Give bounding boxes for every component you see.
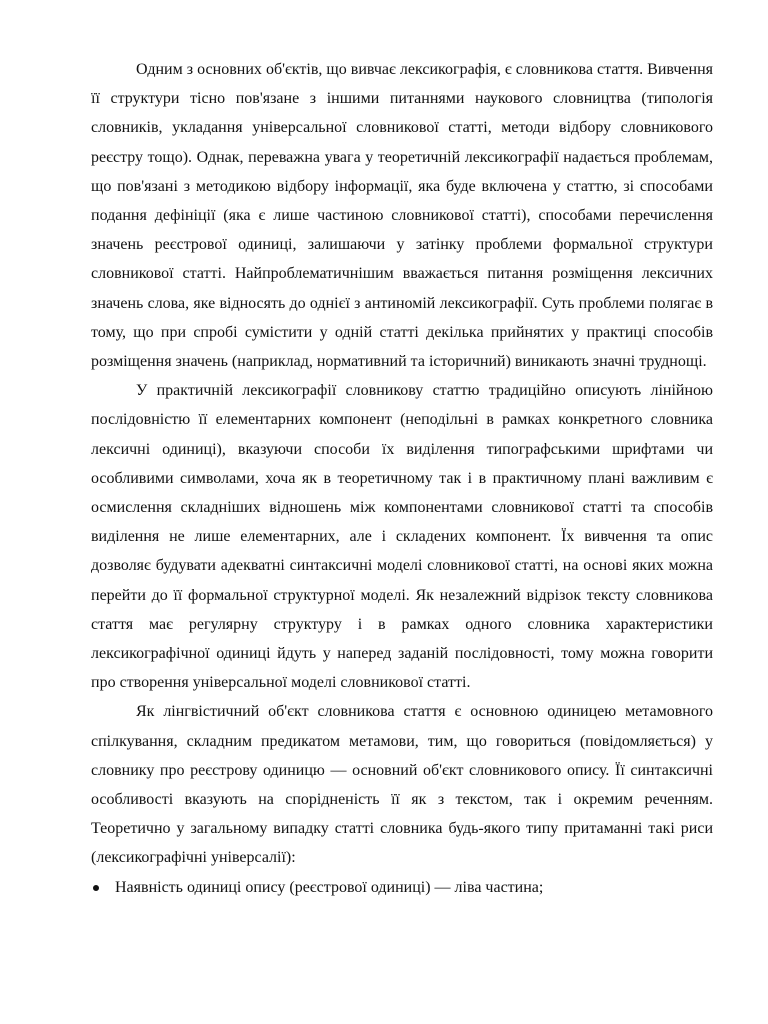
bullet-list bbox=[91, 873, 713, 902]
bullet-icon bbox=[93, 885, 99, 891]
paragraph-1: Одним з основних об'єктів, що вивчає лексикографія, є словникова стаття. Вивчення її структури тісно пов'язане з іншими питаннями наукового словництва (типологія словників, укладання універсальної словникової статті, методи відбору словникового реєстру тощо). Однак, переважна увага у теоретичній лексикографії надається проблемам, що пов'язані з методикою відбору інформації, яка буде включена у статтю, зі способами подання дефініції (яка є лише частиною словникової статті), способами перечислення значень реєстрової одиниці, залишаючи у затінку проблеми формальної структури словникової статті. Найпроблематичнішим вважається питання розміщення лексичних значень слова, яке відносять до однієї з антиномій лексикографії. Суть проблеми полягає в тому, що при спробі сумістити у одній статті декілька прийнятих у практиці способів розміщення значень (наприклад, нормативний та історичний) виникають значні труднощі. bbox=[91, 61, 713, 371]
list-item bbox=[91, 873, 713, 902]
paragraph-3: Як лінгвістичний об'єкт словникова стаття є основною одиницею метамовного спілкування, складним предикатом метамови, тим, що говориться (повідомляється) у словнику про реєстрову одиницю — основний об'єкт словникового опису. Її синтаксичні особливості вказують на спорідненість її як з текстом, так і окремим реченням. Теоретично у загальному випадку статті словника будь-якого типу притаманні такі риси (лексикографічні універсалії): bbox=[91, 703, 713, 867]
paragraph-2: У практичній лексикографії словникову статтю традиційно описують лінійною послідовністю її елементарних компонент (неподільні в рамках конкретного словника лексичні одиниці), вказуючи способи їх виділення типографськими шрифтами чи особливими символами, хоча як в теоретичному так і в практичному плані важливим є осмислення складніших відношень між компонентами словникової статті та способів виділення не лише елементарних, але і складених компонент. Їх вивчення та опис дозволяє будувати адекватні синтаксичні моделі словникової статті, на основі яких можна перейти до її формальної структурної моделі. Як незалежний відрізок тексту словникова стаття має регулярну структуру і в рамках одного словника характеристики лексикографічної одиниці йдуть у наперед заданій послідовності, тому можна говорити про створення універсальної моделі словникової статті. bbox=[91, 382, 713, 692]
list-item-text: Наявність одиниці опису (реєстрової одиниці) — ліва частина; bbox=[115, 878, 544, 896]
